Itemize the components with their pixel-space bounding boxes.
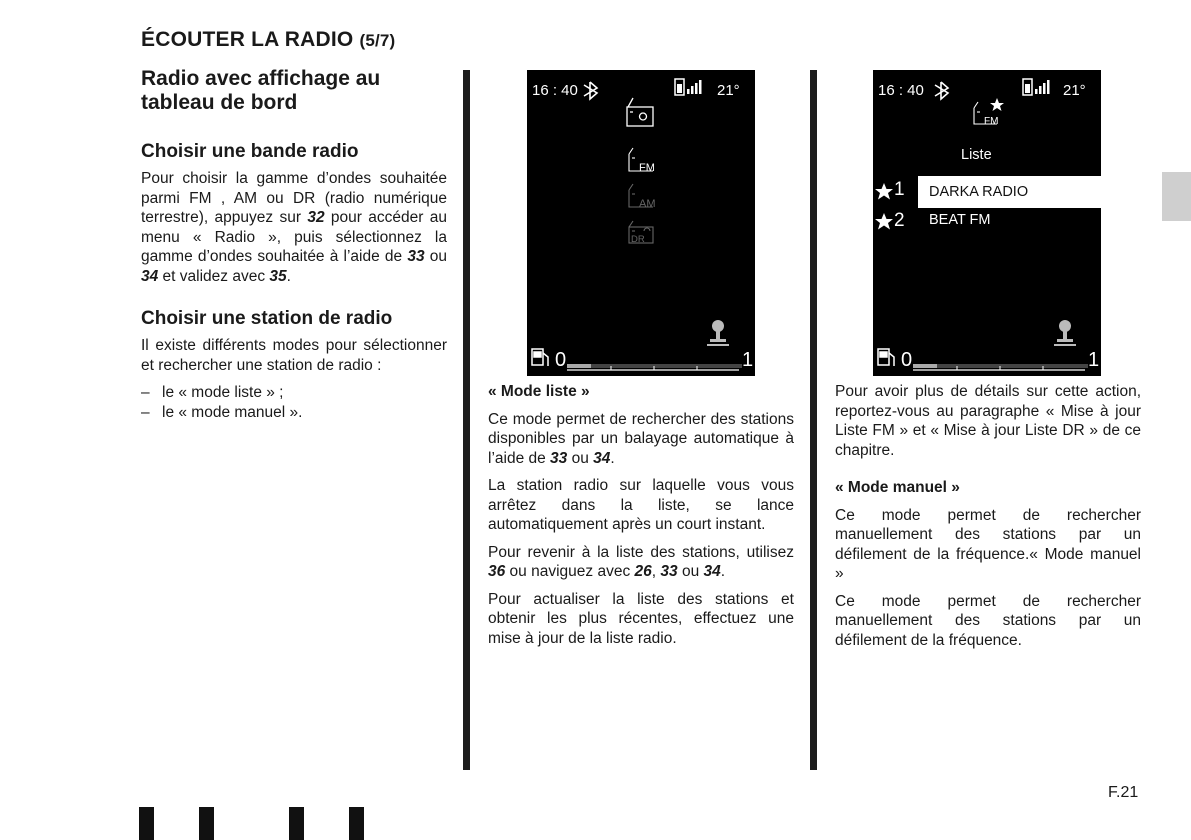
battery-icon [1023, 79, 1032, 95]
control-ref: 36 [488, 563, 506, 580]
battery-icon [675, 79, 684, 95]
column-middle [488, 382, 794, 656]
station-item: BEAT FM [929, 212, 991, 228]
heading-choose-band: Choisir une bande radio [141, 141, 359, 162]
mode-manual-label: « Mode manuel » [835, 479, 960, 496]
control-ref: 35 [269, 267, 287, 285]
outside-temperature: 21° [1063, 82, 1086, 99]
fm-band-label: FM [639, 162, 655, 174]
paragraph: Ce mode permet de rechercher manuellement des stations par un défilement de la fréquence.« Mode manuel » [835, 506, 1141, 582]
paragraph: Ce mode permet de rechercher manuellement des stations par un défilement de la fréquence. [835, 592, 1141, 649]
bluetooth-icon [935, 82, 948, 99]
outside-temperature: 21° [717, 82, 740, 99]
fuel-gauge-max: 1 [742, 349, 754, 371]
control-ref: 33 [550, 449, 568, 467]
paragraph: Ce mode permet de rechercher des stations disponibles par un balayage automatique à l’aide de 33 ou 34. [488, 410, 794, 467]
preset-star-icon [875, 183, 893, 200]
clock-time: 16 : 40 [532, 82, 578, 99]
list-title: Liste [961, 147, 992, 163]
crop-mark [289, 807, 304, 840]
page-number: F.21 [1108, 784, 1139, 801]
clock-time: 16 : 40 [878, 82, 924, 99]
radio-icon [627, 98, 653, 126]
signal-icon [687, 80, 702, 94]
page-title-part: (5/7) [359, 31, 396, 50]
paragraph: Pour revenir à la liste des stations, utilisez 36 ou naviguez avec 26, 33 ou 34. [488, 543, 794, 580]
paragraph-choose-station: Il existe différents modes pour sélectionner et rechercher une station de radio : [141, 337, 447, 374]
mode-list-label: « Mode liste » [488, 383, 590, 400]
fuel-pump-icon [878, 349, 894, 366]
paragraph: Pour avoir plus de détails sur cette action, reportez-vous au paragraphe « Mise à jour Liste FM » et « Mise à jour Liste DR » de ce chapitre. [835, 383, 1141, 459]
fm-band-label: FM [984, 116, 999, 127]
column-right [835, 382, 1141, 658]
paragraph: Pour actualiser la liste des stations et obtenir les plus récentes, effectuez une mise à jour de la liste radio. [488, 590, 794, 647]
page-title: ÉCOUTER LA RADIO (5/7) [141, 28, 396, 51]
fuel-gauge-min: 0 [901, 349, 913, 371]
gear-shift-icon [707, 320, 729, 346]
list-item: – le « mode manuel ». [141, 403, 447, 423]
fuel-gauge-bar [913, 364, 1088, 370]
crop-mark [199, 807, 214, 840]
column-rule [463, 70, 470, 770]
screen-graphics [527, 70, 755, 376]
control-ref: 34 [703, 563, 721, 580]
dashboard-screen-station-list [873, 70, 1101, 376]
bluetooth-icon [584, 82, 597, 99]
control-ref: 34 [593, 449, 611, 467]
gear-shift-icon [1054, 320, 1076, 346]
paragraph: La station radio sur laquelle vous vous arrêtez dans la liste, se lance automatiquement après un court instant. [488, 477, 794, 533]
control-ref: 34 [141, 267, 159, 285]
favorite-star-icon [990, 98, 1004, 111]
chapter-thumb-tab [1162, 172, 1191, 221]
column-left [141, 67, 447, 422]
dr-band-label: DR [631, 234, 645, 245]
section-title: Radio avec affichage au tableau de bord [141, 67, 381, 114]
crop-mark [349, 807, 364, 840]
fuel-gauge-max: 1 [1088, 349, 1100, 371]
control-ref: 33 [407, 248, 425, 265]
am-band-label: AM [639, 198, 656, 210]
preset-star-icon [875, 213, 893, 230]
control-ref: 32 [307, 209, 325, 226]
heading-choose-station: Choisir une station de radio [141, 308, 393, 329]
fuel-gauge-min: 0 [555, 349, 567, 371]
dashboard-screen-band-menu [527, 70, 755, 376]
paragraph-choose-band: Pour choisir la gamme d’ondes souhaitée parmi FM , AM ou DR (radio numérique terrestre), appuyez sur 32 pour accéder au menu « Radio », puis sélectionnez la gamme d’ondes souhaitée à l’aide de 33 ou 34 et validez avec 35. [141, 170, 447, 285]
fuel-gauge-bar [567, 364, 742, 370]
preset-number: 2 [894, 210, 905, 231]
column-rule [810, 70, 817, 770]
control-ref: 26 [634, 563, 652, 580]
mode-list [141, 383, 447, 422]
preset-number: 1 [894, 179, 905, 200]
station-item-selected: DARKA RADIO [918, 176, 1101, 208]
list-item: – le « mode liste » ; [141, 383, 447, 403]
signal-icon [1035, 80, 1050, 94]
control-ref: 33 [660, 563, 678, 580]
fuel-pump-icon [532, 349, 548, 366]
crop-mark [139, 807, 154, 840]
